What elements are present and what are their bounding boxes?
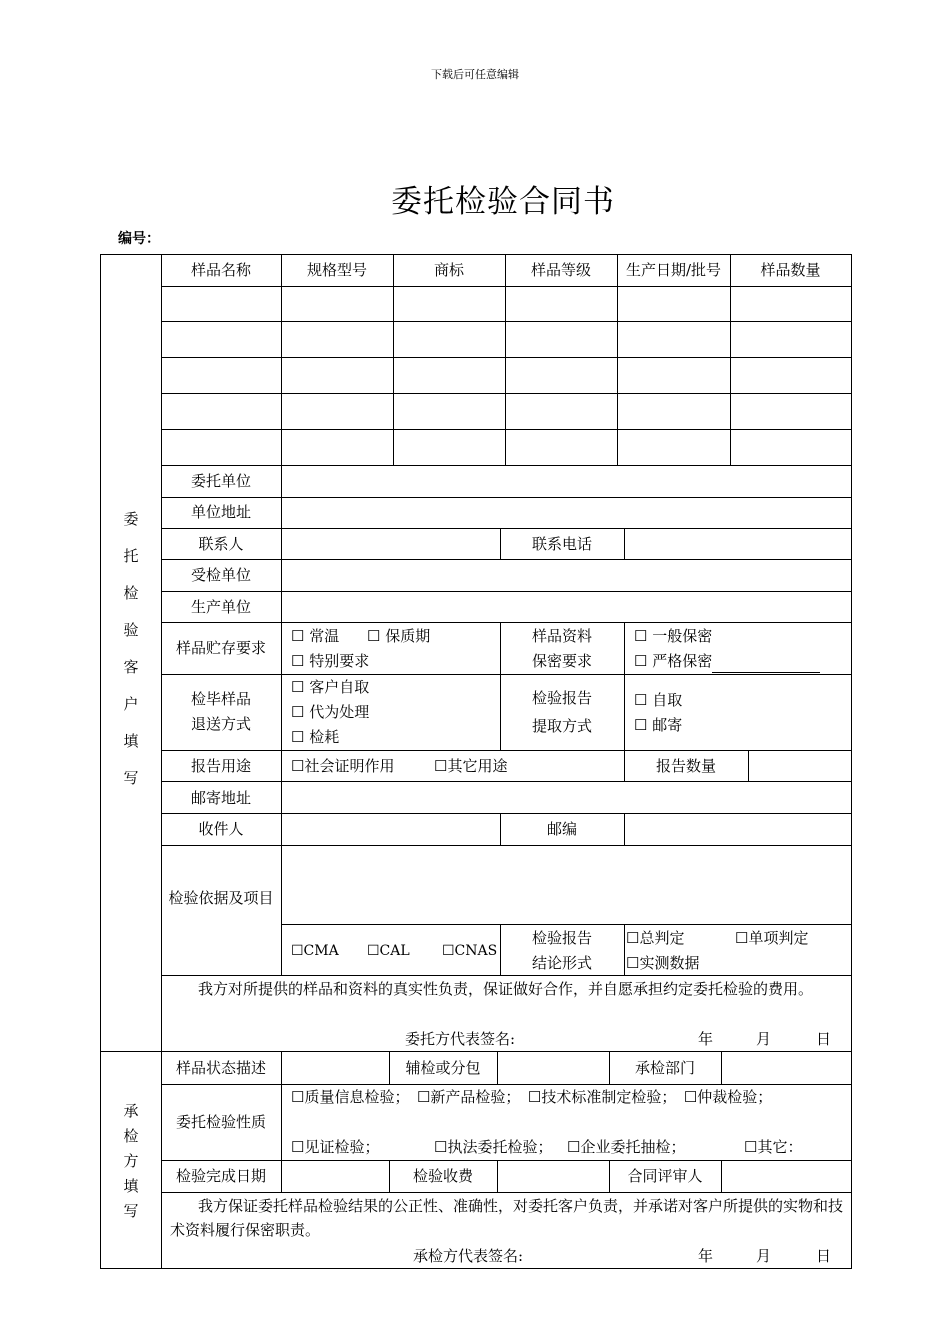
client-declaration: 我方对所提供的样品和资料的真实性负责，保证做好合作，并自愿承担约定委托检验的费用。 (198, 980, 814, 998)
storage-requirement-label: 样品贮存要求 (175, 639, 266, 657)
cma-checkbox[interactable]: ☐CMA (291, 943, 339, 959)
sample-state-label: 样品状态描述 (175, 1059, 266, 1077)
contract-reviewer-label: 合同评审人 (627, 1167, 703, 1185)
client-sign-year: 年 (698, 1030, 714, 1048)
lab-declaration: 我方保证委托样品检验结果的公正性、准确性，对委托客户负责，并承诺对客户所提供的实物和技术资料履行保密职责。 (170, 1197, 844, 1239)
serial-number-label: 编号： (118, 231, 160, 247)
client-sign-month: 月 (756, 1030, 772, 1048)
storage-special-checkbox[interactable]: ☐ 特别要求 (291, 652, 370, 670)
inspection-basis-label: 检验依据及项目 (168, 889, 274, 907)
lab-sign-year: 年 (698, 1247, 714, 1265)
return-method-label-line2: 退送方式 (190, 715, 251, 733)
sub-inspection-label: 辅检或分包 (405, 1059, 481, 1077)
lab-sign-day: 日 (816, 1247, 832, 1265)
storage-normal-checkbox[interactable]: ☐ 常温 (291, 627, 340, 645)
contact-person-label: 联系人 (198, 535, 244, 553)
column-header-trademark: 商标 (433, 261, 464, 279)
inspection-nature-options-line1[interactable]: ☐质量信息检验； ☐新产品检验； ☐技术标准制定检验； ☐仲裁检验； (291, 1088, 773, 1106)
secrecy-strict-row (634, 649, 820, 673)
report-count-label: 报告数量 (655, 757, 716, 775)
secrecy-label-line1: 样品资料 (531, 627, 592, 645)
mail-address-label: 邮寄地址 (190, 789, 251, 807)
secrecy-label-line2: 保密要求 (531, 652, 592, 670)
unit-address-label: 单位地址 (190, 503, 251, 521)
report-purpose-label: 报告用途 (190, 757, 251, 775)
column-header-production-date: 生产日期/批号 (625, 261, 722, 279)
document-title: 委托检验合同书 (391, 184, 615, 220)
postcode-label: 邮编 (546, 820, 577, 838)
conclusion-label-line1: 检验报告 (531, 929, 592, 947)
report-pickup-label-line1: 检验报告 (531, 689, 592, 707)
witness-inspection-checkbox[interactable]: ☐见证检验； (291, 1138, 380, 1156)
conclusion-measured-checkbox[interactable]: ☐实测数据 (626, 954, 700, 972)
header-note: 下载后可任意编辑 (431, 68, 519, 81)
client-signature-label: 委托方代表签名: (405, 1030, 516, 1048)
inspected-unit-label: 受检单位 (190, 566, 251, 584)
lab-sign-month: 月 (756, 1247, 772, 1265)
recipient-label: 收件人 (198, 820, 244, 838)
client-unit-label: 委托单位 (190, 472, 251, 490)
column-header-sample-name: 样品名称 (190, 261, 251, 279)
column-header-sample-grade: 样品等级 (530, 261, 591, 279)
column-header-spec-model: 规格型号 (306, 261, 367, 279)
secrecy-strict-checkbox[interactable]: ☐ 严格保密 (634, 652, 713, 670)
purpose-other-checkbox[interactable]: ☐其它用途 (434, 757, 508, 775)
column-header-sample-quantity: 样品数量 (760, 261, 821, 279)
secrecy-general-checkbox[interactable]: ☐ 一般保密 (634, 627, 713, 645)
conclusion-overall-checkbox[interactable]: ☐总判定 (626, 929, 685, 947)
inspection-nature-label: 委托检验性质 (175, 1113, 266, 1131)
pickup-mail-checkbox[interactable]: ☐ 邮寄 (634, 716, 683, 734)
return-method-label-line1: 检毕样品 (190, 690, 251, 708)
lab-section-side-label: 承 检 方 填 写 (123, 1102, 139, 1220)
contact-phone-label: 联系电话 (531, 535, 592, 553)
pickup-self-checkbox[interactable]: ☐ 自取 (634, 691, 683, 709)
return-dispose-checkbox[interactable]: ☐ 代为处理 (291, 703, 370, 721)
other-nature-checkbox[interactable]: ☐其它： (744, 1138, 803, 1156)
lab-department-label: 承检部门 (634, 1059, 695, 1077)
conclusion-item-checkbox[interactable]: ☐单项判定 (735, 929, 809, 947)
cnas-checkbox[interactable]: ☐CNAS (442, 943, 498, 959)
purpose-social-proof-checkbox[interactable]: ☐社会证明作用 (291, 757, 395, 775)
storage-shelf-life-checkbox[interactable]: ☐ 保质期 (367, 627, 431, 645)
finish-date-label: 检验完成日期 (175, 1167, 266, 1185)
secrecy-strict-blank[interactable] (712, 656, 820, 673)
production-unit-label: 生产单位 (190, 598, 251, 616)
client-section-side-label: 委 托 检 验 客 户 填 写 (123, 510, 139, 787)
conclusion-label-line2: 结论形式 (531, 954, 592, 972)
lab-signature-label: 承检方代表签名: (413, 1247, 524, 1265)
return-self-pickup-checkbox[interactable]: ☐ 客户自取 (291, 678, 370, 696)
return-consumed-checkbox[interactable]: ☐ 检耗 (291, 728, 340, 746)
inspection-fee-label: 检验收费 (412, 1167, 473, 1185)
enterprise-sampling-checkbox[interactable]: ☐企业委托抽检； (567, 1138, 686, 1156)
cal-checkbox[interactable]: ☐CAL (367, 943, 410, 959)
law-enforcement-checkbox[interactable]: ☐执法委托检验； (434, 1138, 553, 1156)
report-pickup-label-line2: 提取方式 (531, 717, 592, 735)
client-sign-day: 日 (816, 1030, 832, 1048)
